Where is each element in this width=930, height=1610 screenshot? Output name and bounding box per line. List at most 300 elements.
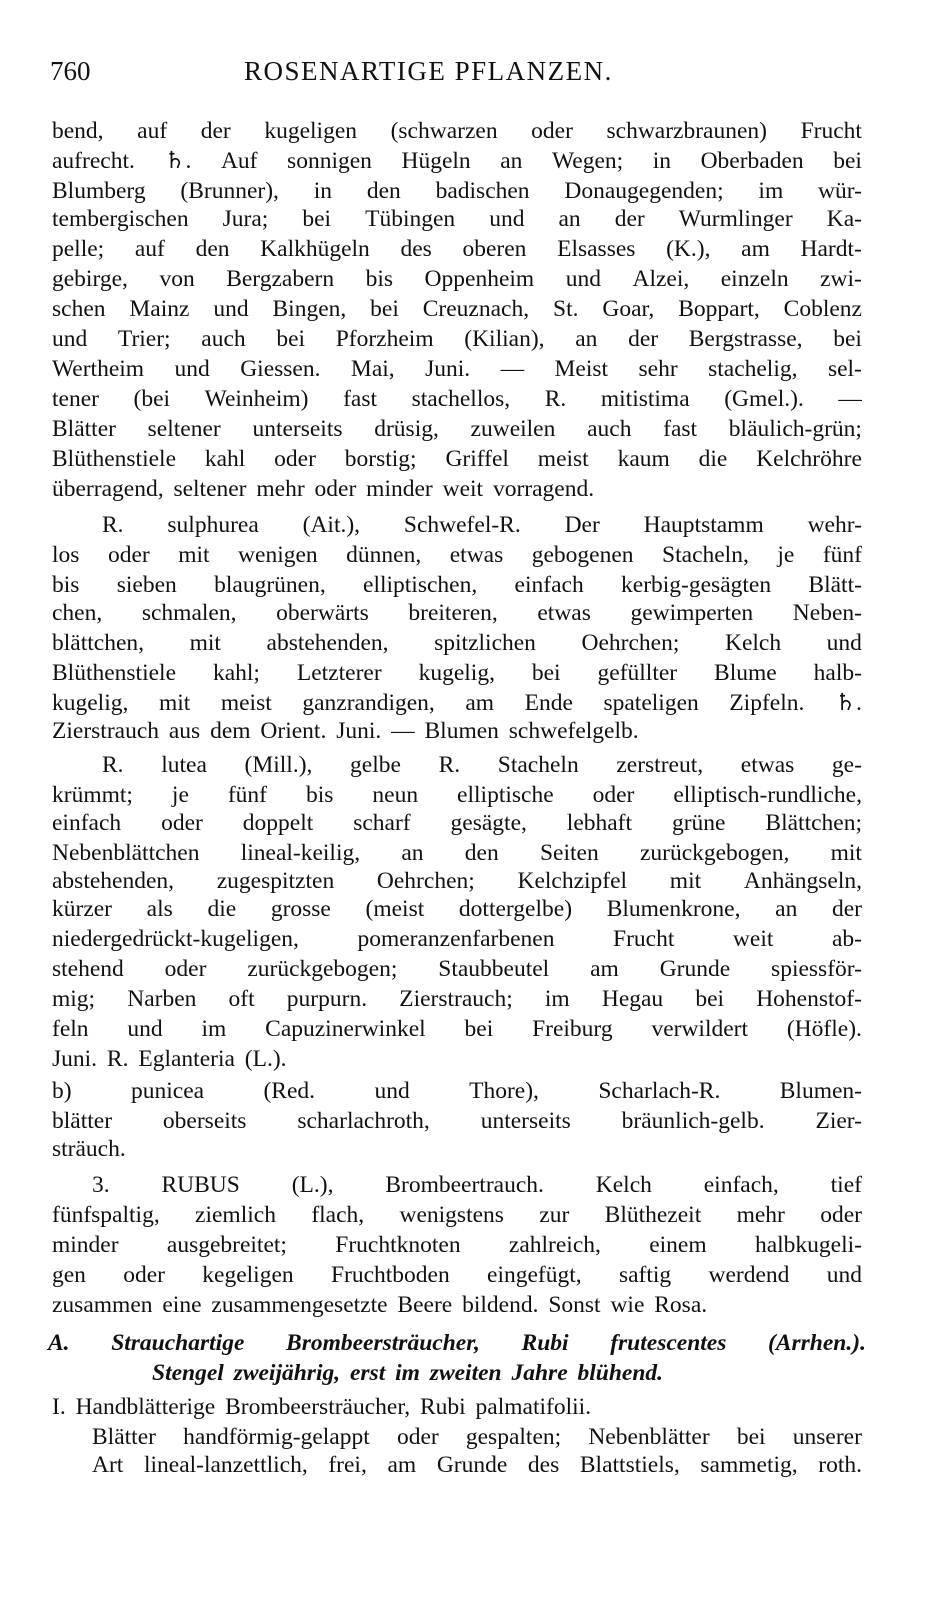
word: (Red. [263,1078,316,1104]
word: oberseits [162,1108,247,1134]
word: Stacheln [497,752,579,778]
word: bräunlich-gelb. [621,1108,765,1134]
word: oberen [462,236,527,262]
word: Ka- [826,206,862,232]
word: bei [736,1424,766,1450]
word: Frucht [613,926,675,952]
word: im [201,1016,227,1042]
word: Kelch [724,630,782,656]
running-title: ROSENARTIGE PFLANZEN. [244,56,613,86]
word: St. [553,296,579,322]
word: bei [833,326,862,352]
word: an [575,326,598,352]
word: doppelt [242,810,314,836]
word: auch [587,416,632,442]
word: gewimperten [630,600,754,626]
word: die [207,896,237,922]
word: kaum [617,446,670,472]
word: minder [52,1232,119,1258]
word: Meist [554,356,609,382]
word: tief [830,1172,862,1198]
word: Tübingen [365,206,456,232]
text-line [52,660,862,686]
word: (schwarzen [390,118,498,144]
word: mit [669,868,702,894]
word: bend, [52,118,104,144]
word: spateligen [603,690,699,716]
word: am [465,690,495,716]
text-line [52,1108,862,1134]
word: mit [830,840,862,866]
word: zuweilen [470,416,556,442]
word: seltener [147,416,221,442]
word: Griffel [445,446,509,472]
word: borstig; [344,446,417,472]
word: Mai, [350,356,395,382]
text-line [52,600,862,626]
text-line [52,1262,862,1288]
word: mehr [736,1202,785,1228]
word: Wurmlinger [678,206,793,232]
word: (Kilian), [464,326,545,352]
word: Narben [127,986,197,1012]
text-line [52,236,862,262]
word: Auf [220,148,258,174]
word: gefüllter [597,660,678,686]
word: Art [92,1452,124,1478]
word: elliptischen, [363,572,478,598]
word: stachelig, [708,356,798,382]
word: Donaugegenden; [564,178,724,204]
word: kugeligen [264,118,357,144]
word: feln [52,1016,89,1042]
word: unterseits [252,416,343,442]
word: kegeligen [202,1262,294,1288]
word: breiteren, [408,600,498,626]
word: Jura; [222,206,269,232]
genus-heading-rubus [92,1172,862,1198]
word: — [838,386,862,412]
word: mitistima [600,386,690,412]
word: wenigen [238,542,318,568]
word: Grunde [659,956,731,982]
word: Bergzabern [226,266,335,292]
word: Weinheim) [204,386,309,412]
word: ♄. [164,148,192,174]
word: oberwärts [276,600,369,626]
word: kahl [204,446,246,472]
text-line [52,810,862,836]
word: ganzrandigen, [302,690,435,716]
word: bei [276,326,306,352]
word: von [159,266,195,292]
word: Letzterer [296,660,382,686]
word: Oehrchen; [376,868,475,894]
word: Blattstiels, [579,1452,680,1478]
word: (Höfle). [786,1016,862,1042]
word: gebirge, [52,266,128,292]
word: Kelchröhre [756,446,862,472]
word: grosse [270,896,331,922]
word: bei [370,296,399,322]
word: wür- [818,178,862,204]
word: ge- [831,752,862,778]
word: Staubbeutel [438,956,550,982]
word: lineal-lanzettlich, [143,1452,308,1478]
word: wenigstens [399,1202,504,1228]
word: krümmt; [52,782,133,808]
word: Hegau [601,986,664,1012]
word: einem [649,1232,707,1258]
word: Nebenblättchen [52,840,200,866]
word: frei, [328,1452,367,1478]
word: niedergedrückt-kugeligen, [52,926,299,952]
text-line [52,542,862,568]
word: scharf [353,810,411,836]
word: (Brunner), [180,178,279,204]
word: saftig [618,1262,672,1288]
word: fünf [822,542,862,568]
word: bei [833,148,862,174]
word: Creuznach, [422,296,530,322]
word: badischen [435,178,530,204]
word: zwi- [820,266,862,292]
word: der [200,118,231,144]
word: (L.), [291,1172,334,1198]
word: aufrecht. [52,148,135,174]
word: A. [48,1330,70,1356]
word: oder [107,542,150,568]
word: oder [274,446,316,472]
word: Blume [714,660,777,686]
word: Kelch [595,1172,652,1198]
word: Seiten [539,840,599,866]
word: Thore), [469,1078,539,1104]
word: Anhängseln, [743,868,862,894]
entry-rosa-sulphurea [102,512,862,538]
word: grüne [671,810,726,836]
word: (Ait.), [302,512,361,538]
word: kerbig-gesägten [621,572,772,598]
text-line [52,386,862,412]
text-line [52,896,862,922]
word: weit [732,926,774,952]
section-a-heading [48,1330,866,1356]
word: bei [302,206,332,232]
word: flach, [311,1202,365,1228]
word: (meist [365,896,425,922]
word: zahlreich, [508,1232,601,1258]
entry-rosa-lutea [102,752,862,778]
word: mit [158,690,191,716]
text-line: sträuch. [52,1136,126,1162]
word: oft [228,986,255,1012]
word: Blüthenstiele [52,660,177,686]
word: roth. [818,1452,862,1478]
word: zugespitzten [216,868,335,894]
word: bläulich-grün; [728,416,862,442]
word: lineal-keilig, [240,840,361,866]
word: pomeranzenfarbenen [357,926,555,952]
word: pelle; [52,236,105,262]
word: als [146,896,173,922]
word: Pforzheim [335,326,434,352]
word: frutescentes [610,1330,727,1356]
word: dottergelbe) [458,896,573,922]
text-line [92,1452,862,1478]
word: chen, [52,600,103,626]
text-line [52,840,862,866]
word: spitzlichen [434,630,536,656]
word: der [831,896,862,922]
page-number: 760 [50,56,91,86]
word: Blumen- [779,1078,862,1104]
word: handförmig-gelappt [183,1424,370,1450]
word: Mainz [129,296,190,322]
word: Fruchtboden [330,1262,450,1288]
word: Kelchzipfel [517,868,628,894]
word: einfach, [703,1172,779,1198]
word: kürzer [52,896,113,922]
word: Grunde [436,1452,508,1478]
text-line [52,148,862,174]
word: Nebenblätter [588,1424,710,1450]
text-line [52,1016,862,1042]
word: in [652,148,672,174]
word: gebogenen [531,542,634,568]
word: und [174,356,210,382]
word: (Mill.), [244,752,313,778]
word: Blüthezeit [604,1202,702,1228]
word: einzeln [720,266,789,292]
word: den [464,840,499,866]
word: schen [52,296,106,322]
text-line [52,296,862,322]
word: den [366,178,401,204]
word: purpurn. [286,986,368,1012]
word: gespalten; [465,1424,562,1450]
word: Frucht [800,118,862,144]
word: Stacheln, [662,542,749,568]
word: am [590,956,619,982]
word: 3. [92,1172,110,1198]
word: fast [663,416,698,442]
word: blättchen, [52,630,145,656]
text-line [52,690,862,716]
word: im [758,178,784,204]
word: bei [464,1016,494,1042]
word: mig; [52,986,96,1012]
word: den [195,236,230,262]
word: drüsig, [374,416,439,442]
word: halb- [813,660,862,686]
word: oder [592,782,635,808]
word: schmalen, [141,600,237,626]
word: Oehrchen; [581,630,680,656]
text-line [52,416,862,442]
word: Ende [524,690,573,716]
word: elliptisch-rundliche, [673,782,862,808]
word: spiessför- [771,956,862,982]
word: Coblenz [783,296,862,322]
word: je [171,782,189,808]
word: bis [52,572,80,598]
word: auch [201,326,246,352]
word: oder [531,118,573,144]
word: gelbe [350,752,401,778]
word: an [401,840,424,866]
word: Scharlach-R. [598,1078,721,1104]
text-line [52,986,862,1012]
text-line [52,956,862,982]
word: R. [102,512,124,538]
word: Brombeersträucher, [286,1330,480,1356]
word: Oppenheim [424,266,535,292]
text-line [52,206,862,232]
word: und [52,326,88,352]
word: (bei [133,386,171,412]
text-line [52,782,862,808]
text-line [52,572,862,598]
word: blaugrünen, [214,572,326,598]
word: Blättchen; [765,810,862,836]
word: ziemlich [195,1202,276,1228]
word: neun [372,782,419,808]
word: einfach [52,810,122,836]
word: tener [52,386,99,412]
word: elliptische [457,782,554,808]
word: sammetig, [700,1452,798,1478]
text-line [52,118,862,144]
word: Neben- [792,600,862,626]
word: scharlachroth, [297,1108,430,1134]
word: punicea [130,1078,205,1104]
word: los [52,542,80,568]
word: ausgebreitet; [166,1232,287,1258]
word: etwas [740,752,795,778]
word: Brombeertrauch. [385,1172,544,1198]
word: blätter [52,1108,113,1134]
word: Zipfeln. [729,690,805,716]
word: an [775,896,798,922]
word: gesägte, [450,810,527,836]
word: etwas [449,542,504,568]
text-line: zusammen eine zusammengesetzte Beere bildend. Sonst wie Rosa. [52,1292,708,1318]
word: wehr- [807,512,862,538]
word: Elsasses [557,236,636,262]
word: Freiburg [532,1016,613,1042]
word: Trier; [117,326,171,352]
word: Wegen; [551,148,624,174]
word: kugelig, [52,690,129,716]
word: fünfspaltig, [52,1202,160,1228]
word: und [565,266,601,292]
word: die [698,446,728,472]
word: oder [161,810,203,836]
word: Boppart, [678,296,760,322]
text-line [52,446,862,472]
word: Der [564,512,600,538]
word: abstehenden, [266,630,389,656]
word: Hohenstof- [756,986,862,1012]
word: eingefügt, [487,1262,582,1288]
word: und [213,296,249,322]
word: der [614,206,645,232]
word: je [777,542,795,568]
word: und [826,1262,862,1288]
word: kahl; [212,660,260,686]
text-line [52,178,862,204]
word: am [741,236,770,262]
word: sieben [116,572,177,598]
word: sulphurea [167,512,259,538]
word: fast [343,386,378,412]
word: Blumberg [52,178,146,204]
word: Hauptstamm [643,512,764,538]
word: der [628,326,659,352]
word: sonnigen [287,148,372,174]
word: Goar, [602,296,655,322]
word: ab- [831,926,862,952]
word: auf [134,236,165,262]
word: bei [531,660,561,686]
word: im [544,986,570,1012]
word: zur [539,1202,570,1228]
word: unterseits [480,1108,571,1134]
text-line [52,630,862,656]
text-line: Juni. R. Eglanteria (L.). [52,1046,287,1072]
word: stachellos, [411,386,511,412]
word: meist [537,446,589,472]
word: zurückgebogen; [247,956,398,982]
word: und [374,1078,410,1104]
word: stehend [52,956,124,982]
word: und [127,1016,163,1042]
word: Fruchtknoten [335,1232,461,1258]
group-i-heading: I. Handblätterige Brombeersträucher, Rubi palmatifolii. [52,1394,592,1420]
word: Wertheim [52,356,145,382]
word: bis [305,782,334,808]
word: dünnen, [346,542,422,568]
word: unserer [792,1424,862,1450]
word: Rubi [521,1330,569,1356]
word: Oberbaden [700,148,804,174]
word: Kalkhügeln [260,236,370,262]
word: auf [137,118,168,144]
word: b) [52,1078,72,1104]
word: und [489,206,525,232]
word: bei [695,986,725,1012]
word: Alzei, [632,266,690,292]
word: lutea [161,752,207,778]
word: Blumenkrone, [606,896,741,922]
word: mit [178,542,210,568]
word: bis [365,266,394,292]
section-a-subheading: Stengel zweijährig, erst im zweiten Jahre blühend. [152,1360,664,1386]
word: R. [544,386,567,412]
word: werdend [708,1262,790,1288]
word: einfach [514,572,584,598]
word: meist [220,690,272,716]
word: fünf [227,782,268,808]
word: des [400,236,432,262]
word: am [387,1452,417,1478]
word: Blätter [52,416,116,442]
word: kugelig, [418,660,495,686]
word: Hügeln [401,148,471,174]
word: RUBUS [161,1172,240,1198]
entry-punicea [52,1078,862,1104]
